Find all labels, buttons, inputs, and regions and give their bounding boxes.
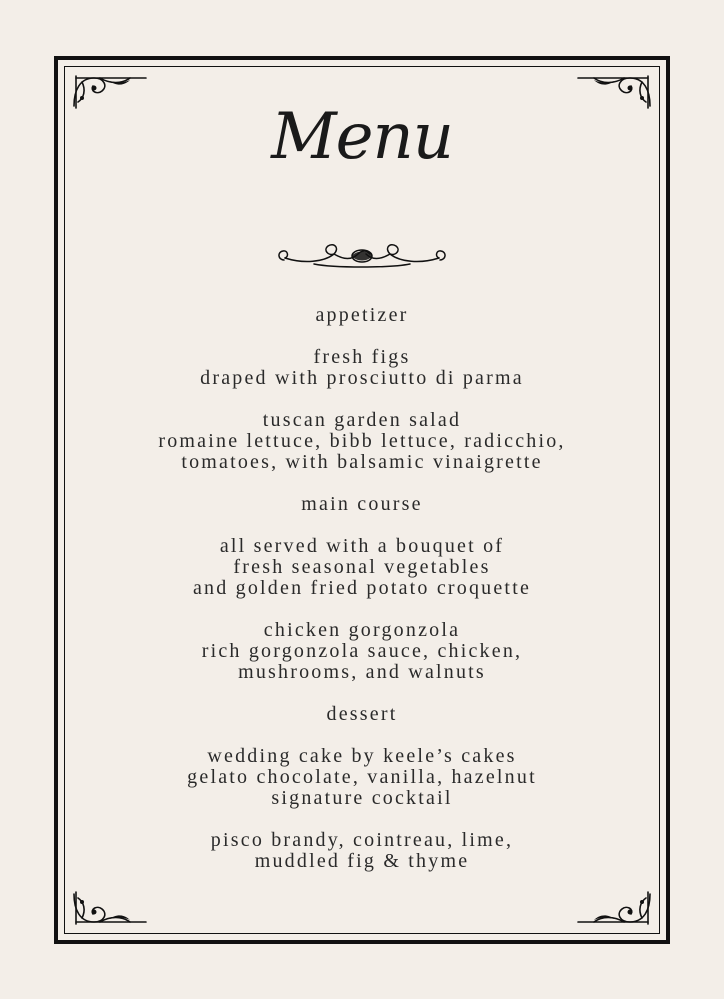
main-course-intro-line-3: and golden fried potato croquette <box>192 577 532 599</box>
cocktail-description-line-2: muddled fig & thyme <box>254 850 470 872</box>
cocktail-description-line-1: pisco brandy, cointreau, lime, <box>210 829 514 851</box>
section-heading-main-course: main course <box>301 493 423 515</box>
section-heading-appetizer: appetizer <box>315 304 409 326</box>
flourish-divider-icon <box>274 238 450 272</box>
dish-description-chicken-line-1: rich gorgonzola sauce, chicken, <box>201 640 523 662</box>
dessert-gelato: gelato chocolate, vanilla, hazelnut <box>187 766 537 788</box>
section-heading-dessert: dessert <box>326 703 398 725</box>
cocktail-heading: signature cocktail <box>271 787 453 809</box>
dish-description-salad-line-1: romaine lettuce, bibb lettuce, radicchio, <box>158 430 566 452</box>
dessert-cake: wedding cake by keele’s cakes <box>207 745 517 767</box>
dish-name-chicken: chicken gorgonzola <box>263 619 461 641</box>
corner-ornament-icon <box>70 888 150 928</box>
dish-name-figs: fresh figs <box>313 346 411 368</box>
menu-title: Menu <box>271 100 453 174</box>
dish-description-salad-line-2: tomatoes, with balsamic vinaigrette <box>181 451 543 473</box>
dish-description-figs: draped with prosciutto di parma <box>200 367 524 389</box>
main-course-intro-line-2: fresh seasonal vegetables <box>233 556 491 578</box>
main-course-intro-line-1: all served with a bouquet of <box>219 535 505 557</box>
dish-name-salad: tuscan garden salad <box>262 409 462 431</box>
dish-description-chicken-line-2: mushrooms, and walnuts <box>238 661 486 683</box>
corner-ornament-icon <box>574 888 654 928</box>
menu-content <box>0 305 724 872</box>
